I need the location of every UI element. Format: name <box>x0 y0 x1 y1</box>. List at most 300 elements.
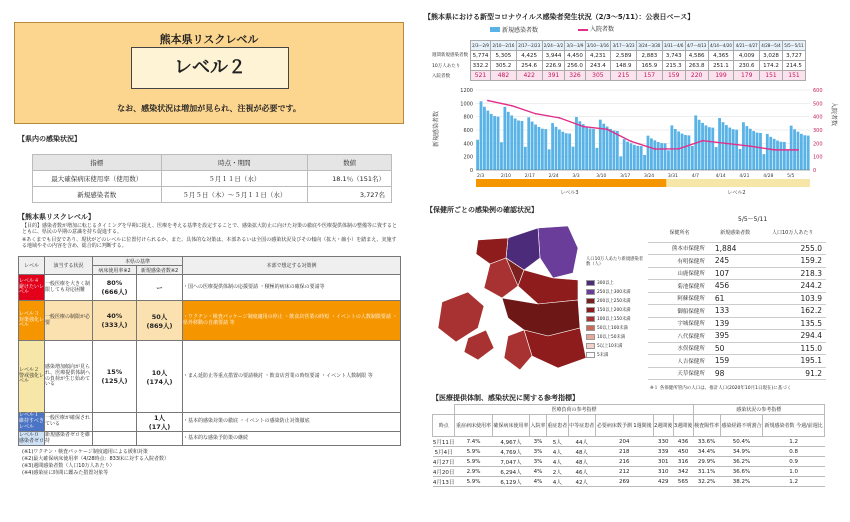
legend-label: 100以上150未満 <box>597 316 631 322</box>
table-row <box>648 242 826 255</box>
table-row <box>433 437 825 447</box>
map-region-yatsushiro <box>502 298 580 336</box>
legend-swatch <box>586 298 595 304</box>
cell: 5.9% <box>455 447 492 457</box>
new-cases: 395 <box>711 330 759 343</box>
new-cases: 139 <box>711 317 759 330</box>
hospital-point <box>606 128 608 130</box>
cell: 151 <box>760 71 783 81</box>
case-bar <box>517 120 520 170</box>
cell: 48人 <box>568 457 595 467</box>
case-bar <box>476 140 479 170</box>
col-header: 新規感染者数 今週/前週比 <box>763 415 825 437</box>
case-bar <box>602 124 605 170</box>
hospital-point <box>654 148 656 150</box>
health-center-name: 阿蘇保健所 <box>648 292 711 305</box>
cell: 4人 <box>546 477 568 487</box>
cell: 4,450 <box>565 51 585 61</box>
cell: 4,967人 <box>492 437 529 447</box>
col-header: 時点・期間 <box>161 155 308 171</box>
legend-item <box>586 287 646 296</box>
health-center-name: 水俣保健所 <box>648 342 711 355</box>
col-header: 病床使用率※2 <box>93 266 137 275</box>
case-bar <box>790 126 793 170</box>
table-row: レベル０ 感染者ゼロ 新規感染者ゼロを維持 ・基本的な感染予防策の継続 <box>19 432 401 446</box>
col-header: 該当する状況 <box>45 257 93 275</box>
cell: 5.9% <box>455 477 492 487</box>
col-header: 3週間後 <box>673 415 693 437</box>
health-center-name: 天草保健所 <box>648 367 711 380</box>
case-bar <box>803 135 806 170</box>
risk-heading: 【熊本県リスクレベル】 <box>18 213 95 221</box>
cell: 310 <box>653 467 673 477</box>
case-bar <box>626 142 629 170</box>
week-label: 3/24～3/30 <box>637 41 663 51</box>
case-bar <box>565 133 568 170</box>
per-100k: 103.9 <box>759 292 826 305</box>
y-tick-left: 1200 <box>460 88 473 94</box>
case-bar <box>776 141 779 170</box>
legend-label: 300以上 <box>597 280 614 286</box>
cell: 4% <box>530 477 547 487</box>
case-bar <box>558 129 561 170</box>
cell: 199 <box>708 71 734 81</box>
hospital-point <box>702 140 704 142</box>
cell: 7,047人 <box>492 457 529 467</box>
row-label: 週間新規感染者数 <box>432 53 468 58</box>
legend-swatch <box>586 334 595 340</box>
row-label: 入院者数 <box>432 74 450 79</box>
risk-level-banner <box>14 22 404 124</box>
case-bar <box>647 136 650 170</box>
cell: 226.9 <box>542 61 565 71</box>
col-header: 新規感染者数※2 <box>137 266 183 275</box>
hospital-point <box>630 140 632 142</box>
hospital-point <box>678 148 680 150</box>
case-bar <box>739 149 742 170</box>
col-header: 人口10万人あたり <box>759 226 826 242</box>
footnote: (※4)感染症に時間に鑑みた措置対象等 <box>22 470 109 476</box>
case-bar <box>752 131 755 170</box>
case-bar <box>514 118 517 170</box>
status-heading: 【県内の感染状況】 <box>18 135 81 143</box>
cell: 4月27日 <box>433 457 455 467</box>
table-row <box>648 280 826 293</box>
level-band-label: レベル2 <box>727 190 746 196</box>
legend-label: 5未満 <box>597 352 609 358</box>
case-bar <box>807 136 810 170</box>
cell: 3% <box>530 447 547 457</box>
cell: 36.6% <box>720 467 763 477</box>
legend-item <box>586 278 646 287</box>
cell: 165.9 <box>637 61 663 71</box>
health-note: ※１ 各保健所管内の人口は、推計人口(2020年10月1日現在)に基づく <box>650 386 792 391</box>
cell: 34.4% <box>693 447 720 457</box>
health-center-name: 有明保健所 <box>648 255 711 268</box>
cell: 216 <box>595 457 653 467</box>
cell: 332.2 <box>471 61 491 71</box>
case-bar <box>592 129 595 170</box>
case-bar <box>718 118 721 170</box>
x-tick: 3/24 <box>644 174 655 179</box>
legend-label: 150以上200未満 <box>597 307 631 313</box>
cell: 215 <box>611 71 637 81</box>
x-tick: 2/10 <box>500 174 511 179</box>
case-bar <box>769 137 772 170</box>
case-bar <box>653 140 656 170</box>
map-region-amakusa-islands <box>464 330 494 360</box>
case-bar <box>490 114 493 170</box>
risk-intro: 【目的】感染者数が増加に転じるタイミングを早期に捉え、医療を考える基準を設定することで、感染拡大防止に向けた対策の徹底や医療提供体制の整備等に資するとともに、県民の早期の意識を持ち促進する。 <box>22 223 398 235</box>
col-header: 新規感染者数 <box>711 226 759 242</box>
case-bar <box>773 139 776 170</box>
hospital-point <box>797 149 799 151</box>
health-heading: 【保健所ごとの感染例の確認状況】 <box>426 206 538 214</box>
case-bar <box>633 145 636 170</box>
case-bar <box>493 116 496 170</box>
case-bar <box>708 127 711 170</box>
case-bar <box>630 143 633 170</box>
case-bar <box>606 127 609 170</box>
legend-label: 200以上250未満 <box>597 298 631 304</box>
case-bar <box>616 131 619 170</box>
map-region-aso <box>538 226 578 278</box>
cell: 316 <box>673 457 693 467</box>
table-row: レベル２ 警戒強化レベル 感染増加傾向が見られ、医療提供体制への負荷が生じ始めている 15% (125人) 10人 (174人) ・まん延防止等重点措置の要請検討 ・飲食店営業の時短要請 ・イベント人数制限 等 <box>19 341 401 413</box>
cell: 422 <box>516 71 542 81</box>
table-row: 最大確保病床使用率（使用数） ５月１１日（水） 18.1％（151名） <box>33 171 392 187</box>
legend-item <box>586 323 646 332</box>
week-label: 2/10～2/16 <box>491 41 517 51</box>
group-header: 感染状況の参考指標 <box>693 405 824 415</box>
weekly-table <box>470 40 806 81</box>
case-bar <box>643 155 646 170</box>
cell: 4,231 <box>585 51 611 61</box>
hospital-point <box>749 145 751 147</box>
cell: 230.6 <box>734 61 760 71</box>
cell: 254.6 <box>516 61 542 71</box>
table-row <box>471 71 806 81</box>
case-bar <box>524 147 527 170</box>
cell: 305 <box>585 71 611 81</box>
col-header: 本部で想定する対策例 <box>183 257 401 275</box>
x-tick: 2/24 <box>548 174 559 179</box>
table-row <box>648 317 826 330</box>
health-center-name: 八代保健所 <box>648 330 711 343</box>
legend-swatch <box>586 352 595 358</box>
risk-table <box>18 256 401 446</box>
case-bar <box>800 134 803 170</box>
map-legend-title: 人口10万人あたり新規感染者数（人） <box>586 257 644 267</box>
x-tick: 3/3 <box>572 174 580 179</box>
hospital-point <box>726 143 728 145</box>
x-tick: 3/17 <box>620 174 631 179</box>
week-label: 2/24～3/2 <box>542 41 565 51</box>
case-bar <box>640 146 643 170</box>
table-row <box>471 61 806 71</box>
y-tick-left: 400 <box>463 141 473 148</box>
case-bar <box>797 132 800 170</box>
per-100k: 244.2 <box>759 280 826 293</box>
col-header: 指標 <box>33 155 162 171</box>
health-center-table <box>648 226 826 380</box>
cell: 326 <box>565 71 585 81</box>
cell: 482 <box>491 71 517 81</box>
cell: 148.9 <box>611 61 637 71</box>
case-bar <box>711 128 714 170</box>
week-label: 4/28～5/4 <box>760 41 783 51</box>
cell: 4人 <box>546 457 568 467</box>
case-bar <box>759 133 762 170</box>
legend-item <box>586 296 646 305</box>
x-tick: 4/14 <box>715 174 726 179</box>
cell: 269 <box>595 477 653 487</box>
new-cases: 61 <box>711 292 759 305</box>
case-bar <box>701 123 704 170</box>
per-100k: 218.3 <box>759 267 826 280</box>
level-band-2 <box>666 179 810 187</box>
cell: 4% <box>530 467 547 477</box>
level-band-3 <box>476 179 666 187</box>
legend-item <box>586 305 646 314</box>
per-100k: 135.5 <box>759 317 826 330</box>
map-region-hitoyoshi <box>524 328 586 368</box>
week-label: 2/17～2/23 <box>516 41 542 51</box>
col-header: 中等症患者 <box>568 415 595 437</box>
case-bar <box>660 143 663 170</box>
health-center-name: 熊本市保健所 <box>648 242 711 255</box>
case-bar <box>762 154 765 170</box>
cell: 4月20日 <box>433 467 455 477</box>
cell: 6,129人 <box>492 477 529 487</box>
y-tick-right: 200 <box>813 141 823 148</box>
case-bar <box>667 150 670 170</box>
x-tick: 2/17 <box>524 174 535 179</box>
y-tick-left: 0 <box>469 168 473 174</box>
cell: 4,586 <box>685 51 708 61</box>
legend-item <box>586 350 646 359</box>
table-row <box>648 267 826 280</box>
col-header: 本県の基準 <box>93 257 183 266</box>
cell: 0.8 <box>763 447 825 457</box>
week-label: 3/10～3/16 <box>585 41 611 51</box>
per-100k: 91.2 <box>759 367 826 380</box>
legend-label: 5以上10未満 <box>597 343 623 349</box>
medical-indicator-table <box>432 404 825 487</box>
health-center-name: 菊池保健所 <box>648 280 711 293</box>
case-bar <box>722 122 725 170</box>
col-header: 必要病床数予測 1週間後 <box>595 415 653 437</box>
new-cases: 456 <box>711 280 759 293</box>
case-bar <box>585 127 588 170</box>
legend-swatch <box>586 280 595 286</box>
cell: 50.4% <box>720 437 763 447</box>
cell: 220 <box>685 71 708 81</box>
cell: 330 <box>653 437 673 447</box>
week-label: 3/31～4/6 <box>662 41 685 51</box>
status-table <box>32 154 392 203</box>
case-bar <box>531 122 534 170</box>
hospital-point <box>487 100 489 102</box>
cell: 339 <box>653 447 673 457</box>
case-bar <box>780 142 783 170</box>
cell: 6,294人 <box>492 467 529 477</box>
legend-item <box>586 341 646 350</box>
legend-bar: 新規感染者数 <box>490 27 538 35</box>
legend-label: 250以上300未満 <box>597 289 631 295</box>
case-bar <box>766 134 769 170</box>
cell: 2.9% <box>455 467 492 477</box>
case-bar <box>619 156 622 170</box>
hospital-point <box>582 126 584 128</box>
case-bar <box>725 125 728 170</box>
col-header: 感染経路不明割合 <box>720 415 763 437</box>
y-tick-right: 400 <box>813 114 823 121</box>
health-center-name: 人吉保健所 <box>648 355 711 368</box>
y-tick-right: 500 <box>813 101 823 108</box>
table-row <box>648 255 826 268</box>
level-band-label: レベル3 <box>560 190 579 196</box>
case-bar <box>578 121 581 170</box>
x-tick: 4/21 <box>739 174 750 179</box>
y-tick-left: 1000 <box>460 101 473 108</box>
table-row <box>471 51 806 61</box>
per-100k: 294.4 <box>759 330 826 343</box>
case-bar <box>681 134 684 170</box>
case-bar <box>572 147 575 170</box>
week-label: 2/3～2/9 <box>471 41 491 51</box>
table-row <box>648 292 826 305</box>
case-bar <box>582 124 585 170</box>
case-bar <box>561 132 564 170</box>
cell: 34.9% <box>720 447 763 457</box>
cell: 214.5 <box>782 61 805 71</box>
cell: 7.4% <box>455 437 492 447</box>
case-bar <box>613 131 616 170</box>
footnote: (※2)最大確保病床使用率（4/28時点：833床に対する入院者数） <box>22 456 170 462</box>
week-label: 4/21～4/27 <box>734 41 760 51</box>
cell: 256.0 <box>565 61 585 71</box>
cell: 2,883 <box>637 51 663 61</box>
new-cases: 159 <box>711 355 759 368</box>
cell: 4,009 <box>734 51 760 61</box>
case-bar <box>670 125 673 170</box>
legend-swatch <box>586 343 595 349</box>
col-header: 時点 <box>433 415 455 437</box>
legend-label: 10以上50未満 <box>597 334 626 340</box>
cell: 3% <box>530 437 547 447</box>
cell: 565 <box>673 477 693 487</box>
chart-heading: 【熊本県における新型コロナウイルス感染者発生状況（2/3～5/11）：公表日ベース】 <box>424 13 695 21</box>
case-bar <box>745 126 748 170</box>
cell: 3,743 <box>662 51 685 61</box>
col-header: 保健所名 <box>648 226 711 242</box>
per-100k: 159.2 <box>759 255 826 268</box>
case-bar <box>599 120 602 170</box>
cell: 2,589 <box>611 51 637 61</box>
case-bar <box>705 125 708 170</box>
case-bar <box>589 128 592 170</box>
x-tick: 3/31 <box>667 174 678 179</box>
table-row: レベル４ 避けたいレベル 一般医療を大きく制限しても対応困難 80% (666人) ー ・国への医療提供体制の応援要請 ・積極的病床の確保の要請等 <box>19 275 401 301</box>
map-region-mifune <box>518 270 578 304</box>
health-center-name: 宇城保健所 <box>648 317 711 330</box>
legend-line: 入院者数 <box>578 27 614 34</box>
table-row <box>433 467 825 477</box>
cell: 436 <box>673 437 693 447</box>
case-bar <box>595 148 598 170</box>
cell: 4人 <box>546 447 568 457</box>
cell: 391 <box>542 71 565 81</box>
y-axis-title-left: 新規感染者数 <box>433 110 440 148</box>
cell: 204 <box>595 437 653 447</box>
cell: 521 <box>471 71 491 81</box>
case-bar <box>684 135 687 170</box>
week-label: 5/5～5/11 <box>782 41 805 51</box>
cell: 38.2% <box>720 477 763 487</box>
cell: 3,028 <box>760 51 783 61</box>
cell: 5,305 <box>491 51 517 61</box>
cell: 48人 <box>568 447 595 457</box>
cell: 36.2% <box>720 457 763 467</box>
legend-swatch <box>586 325 595 331</box>
cell: 0.9 <box>763 457 825 467</box>
cell: 342 <box>673 467 693 477</box>
table-row <box>433 477 825 487</box>
cell: 4月13日 <box>433 477 455 487</box>
per-100k: 162.2 <box>759 305 826 318</box>
y-axis-title-right: 入院者数 <box>830 101 837 127</box>
case-bar <box>786 150 789 170</box>
case-bar <box>544 129 547 170</box>
y-tick-right: 600 <box>813 88 823 94</box>
table-row: 新規感染者数 ５月５日（木）～５月１１日（水） 3,727名 <box>33 187 392 203</box>
cell: 159 <box>662 71 685 81</box>
case-bar <box>728 128 731 170</box>
cell: 215.3 <box>662 61 685 71</box>
legend-label: 50以上100未満 <box>597 325 628 331</box>
hospital-point <box>535 113 537 115</box>
case-bar <box>691 146 694 170</box>
cell: 5,774 <box>471 51 491 61</box>
cell: 5人 <box>546 437 568 447</box>
case-bar <box>551 123 554 170</box>
cell: 3,727 <box>782 51 805 61</box>
table-row: レベル１ 維持すべきレベル 一般医療が確保されている 1人 (17人) ・基本的感染対策の徹底 ・イベントの感染防止対策徹底 <box>19 413 401 432</box>
cell: 4,365 <box>708 51 734 61</box>
hospital-point <box>559 117 561 119</box>
risk-intro-note: ※あくまでも目安であり、現状がどのレベルに位置付けられるか、また、具体的な対策は、本部あるいは全国の感染状況及びその傾向（拡大・縮小）を踏まえ、実施する地域やその内容を含め、総合的に判断する。 <box>22 237 397 249</box>
cell: 32.2% <box>693 477 720 487</box>
case-bar <box>688 135 691 170</box>
cell: 29.9% <box>693 457 720 467</box>
case-bar <box>698 120 701 170</box>
table-row <box>433 457 825 467</box>
table-row <box>648 342 826 355</box>
cell: 5月11日 <box>433 437 455 447</box>
cell: 1.2 <box>763 477 825 487</box>
case-bar <box>756 133 759 170</box>
y-tick-left: 800 <box>463 114 473 121</box>
footnote: (※3)週間感染者数（人口10万人あたり） <box>22 463 115 469</box>
case-bar <box>749 129 752 170</box>
week-label: 4/7～4/13 <box>685 41 708 51</box>
y-tick-left: 200 <box>463 154 473 161</box>
new-cases: 1,884 <box>711 242 759 255</box>
case-bar <box>623 139 626 170</box>
table-row <box>433 447 825 457</box>
case-bar <box>732 129 735 170</box>
